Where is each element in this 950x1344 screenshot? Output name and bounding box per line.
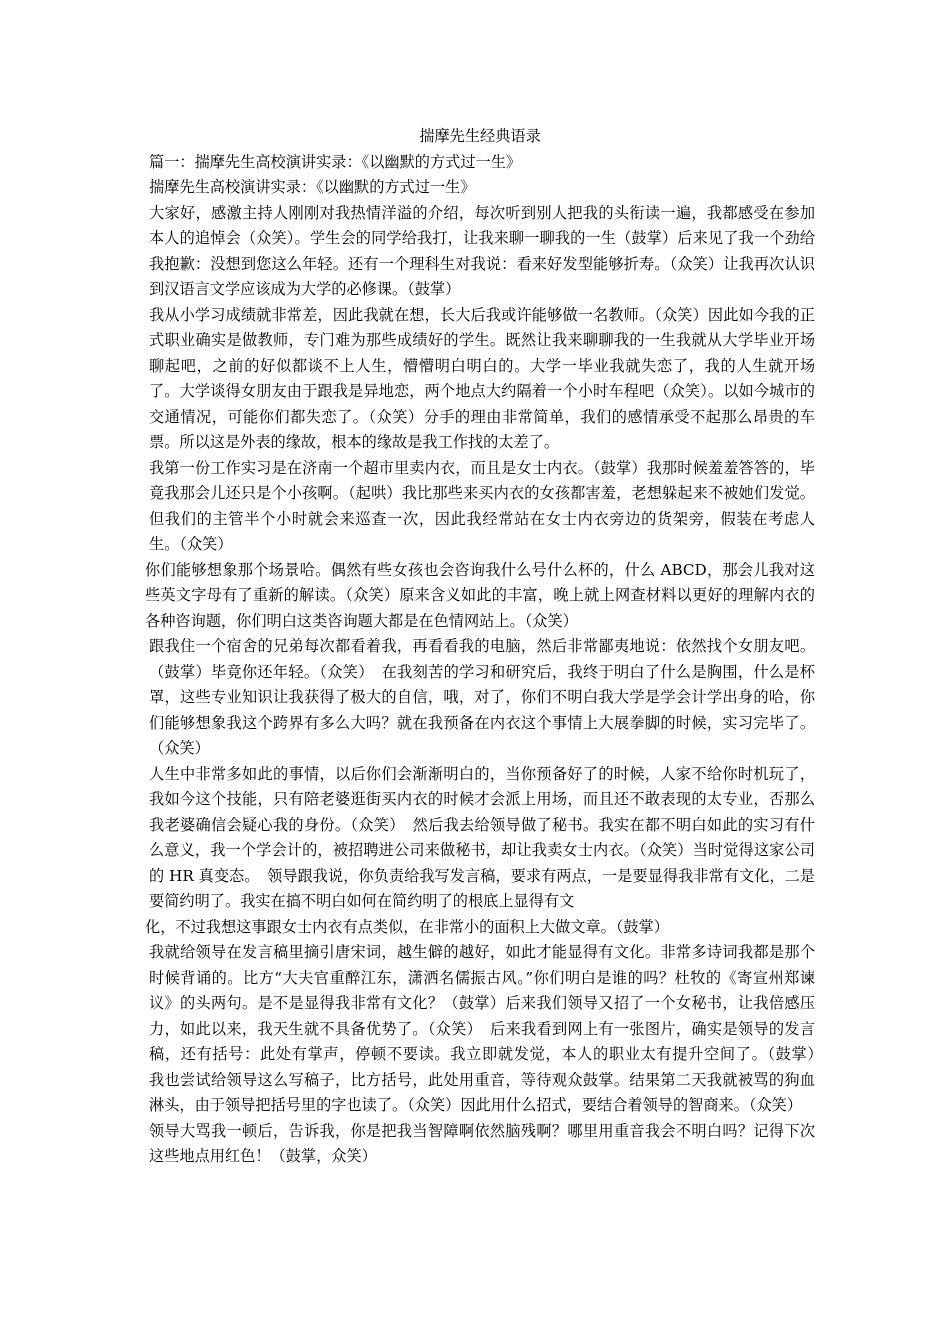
document-title: 揣摩先生经典语录	[419, 127, 541, 145]
paragraph-11: 领导大骂我一顿后，告诉我，你是把我当智障啊依然脑残啊？哪里用重音我会不明白吗？记得下次这些地点用红色！（鼓掌，众笑）	[149, 1121, 815, 1165]
paragraph-3: 大家好，感激主持人刚刚对我热情洋溢的介绍，每次听到别人把我的头衔读一遍，我都感受在参加本人的追悼会（众笑）。学生会的同学给我打，让我来聊一聊我的一生（鼓掌）后来见了我一个劲给我抱歉：没想到您这么年轻。还有一个理科生对我说：看来好发型能够折寿。（众笑）让我再次认识到汉语言文学应该成为大学的必修课。（鼓掌）	[149, 203, 815, 298]
document-page	[145, 124, 831, 1170]
paragraph-4: 我从小学习成绩就非常差，因此我就在想，长大后我或许能够做一名教师。（众笑）因此如今我的正式职业确实是做教师，专门难为那些成绩好的学生。既然让我来聊聊我的一生我就从大学毕业开场聊起吧，之前的好似都谈不上人生，懵懵明白明白的。大学一毕业我就失恋了，我的人生就开场了。大学谈得女朋友由于跟我是异地恋，两个地点大约隔着一个小时车程吧（众笑）。以如今城市的交通情况，可能你们都失恋了。（众笑）分手的理由非常简单，我们的感情承受不起那么昂贵的车票。所以这是外表的缘故，根本的缘故是我工作找的太差了。	[149, 305, 815, 451]
paragraph-1: 篇一：揣摩先生高校演讲实录：《以幽默的方式过一生》	[149, 152, 522, 171]
paragraph-10: 我就给领导在发言稿里摘引唐宋词，越生僻的越好，如此才能显得有文化。非常多诗词我都是那个时候背诵的。比方“大夫官重醉江东，潇洒名儒振古风。”你们明白是谁的吗？杜牧的《寄宣州郑谏议》的头两句。是不是显得我非常有文化？（鼓掌）后来我们领导又招了一个女秘书，让我倍感压力，如此以来，我天生就不具备优势了。（众笑） 后来我看到网上有一张图片，确实是领导的发言稿，还有括号：此处有掌声，停顿不要读。我立即就发觉，本人的职业太有提升空间了。（鼓掌） 我也尝试给领导这么写稿子，比方括号，此处用重音，等待观众鼓掌。结果第二天我就被骂的狗血淋头，由于领导把括号里的字也读了。（众笑）因此用什么招式，要结合着领导的智商来。（众笑）	[149, 943, 831, 1114]
paragraph-8: 人生中非常多如此的事情，以后你们会渐渐明白的，当你预备好了的时候，人家不给你时机玩了，我如今这个技能，只有陪老婆逛街买内衣的时候才会派上用场，而且还不敢表现的太专业，否那么我老婆确信会疑心我的身份。（众笑） 然后我去给领导做了秘书。我实在都不明白如此的实习有什么意义，我一个学会计的，被招聘进公司来做秘书，却让我卖女士内衣。（众笑）当时觉得这家公司的 HR 真变态。 领导跟我说，你负责给我写发言稿，要求有两点，一是要显得我非常有文化，二是要简约明了。我实在搞不明白如何在简约明了的根底上显得有文	[149, 764, 815, 910]
paragraph-9: 化，不过我想这事跟女士内衣有点类似，在非常小的面积上大做文章。（鼓掌）	[145, 917, 669, 936]
paragraph-7: 跟我住一个宿舍的兄弟每次都看着我，再看看我的电脑，然后非常鄙夷地说：依然找个女朋友吧。（鼓掌）毕竟你还年轻。（众笑） 在我刻苦的学习和研究后，我终于明白了什么是胸围，什么是杯罩，这些专业知识让我获得了极大的自信，哦，对了，你们不明白我大学是学会计学出身的哈，你们能够想象我这个跨界有多么大吗？就在我预备在内衣这个事情上大展拳脚的时候，实习完毕了。（众笑）	[149, 637, 815, 757]
paragraph-6: 你们能够想象那个场景哈。偶然有些女孩也会咨询我什么号什么杯的，什么 ABCD，那会儿我对这些英文字母有了重新的解读。（众笑）原来含义如此的丰富，晚上就上网查材料以更好的理解内衣的各种咨询题，你们明白这类咨询题大都是在色情网站上。（众笑）	[145, 560, 815, 630]
paragraph-5: 我第一份工作实习是在济南一个超市里卖内衣，而且是女士内衣。（鼓掌）我那时候羞羞答答的，毕竟我那会儿还只是个小孩啊。（起哄）我比那些来买内衣的女孩都害羞，老想躲起来不被她们发觉。但我们的主管半个小时就会来巡查一次，因此我经常站在女士内衣旁边的货架旁，假装在考虑人生。（众笑）	[149, 458, 815, 553]
paragraph-2: 揣摩先生高校演讲实录：《以幽默的方式过一生》	[149, 178, 476, 196]
